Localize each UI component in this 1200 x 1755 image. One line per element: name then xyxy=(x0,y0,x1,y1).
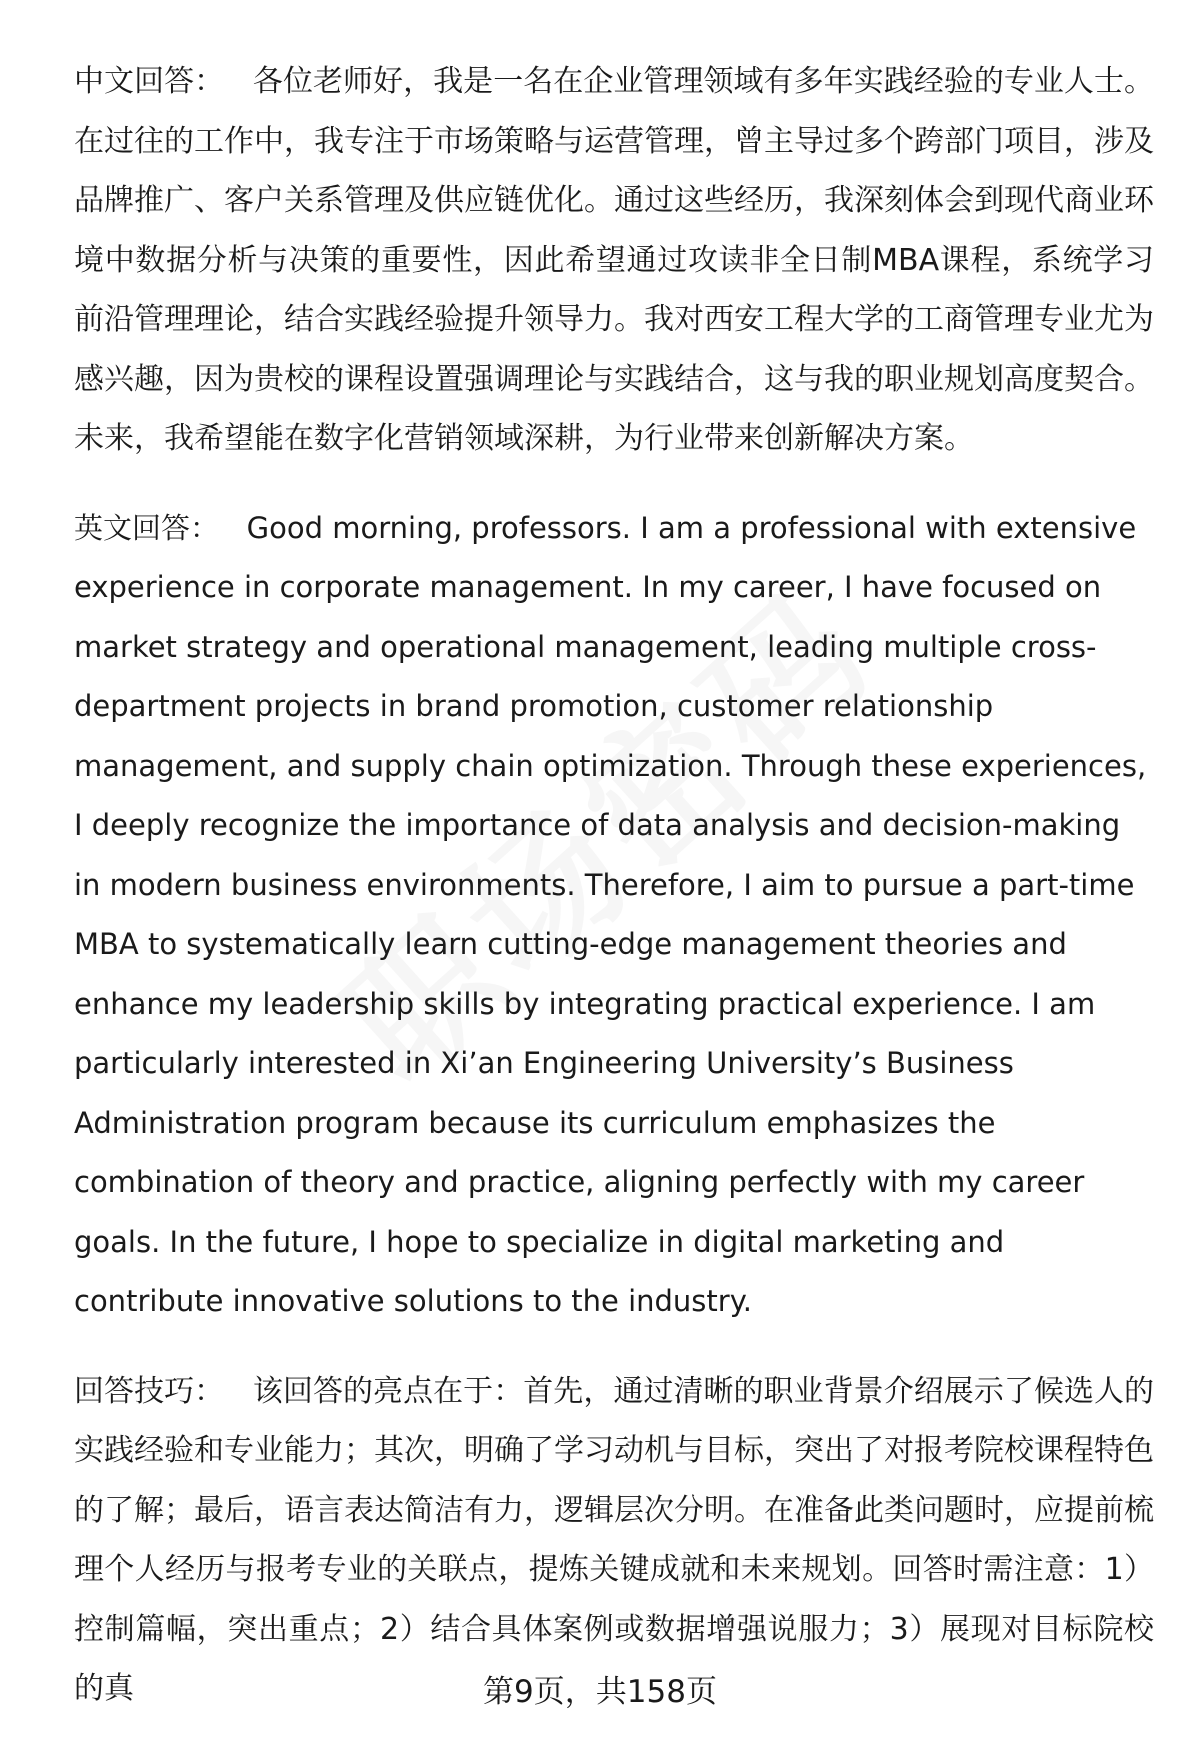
english-answer-label: 英文回答： xyxy=(74,510,238,545)
page-content xyxy=(74,52,1154,1749)
answer-tips-text: 该回答的亮点在于：首先，通过清晰的职业背景介绍展示了候选人的实践经验和专业能力；其次，明确了学习动机与目标，突出了对报考院校课程特色的了解；最后，语言表达简洁有力，逻辑层次分明。在准备此类问题时，应提前梳理个人经历与报考专业的关联点，提炼关键成就和未来规划。回答时需注意：1）控制篇幅，突出重点；2）结合具体案例或数据增强说服力；3）展现对目标院校的真 xyxy=(74,1373,1154,1706)
english-answer-paragraph xyxy=(74,499,1154,1332)
chinese-answer-label: 中文回答： xyxy=(74,64,244,99)
answer-tips-paragraph xyxy=(74,1362,1154,1719)
answer-tips-label: 回答技巧： xyxy=(74,1373,244,1409)
english-answer-text: Good morning, professors. I am a professional with extensive experience in corporate management. In my career, I have focused on market strategy and operational management, leading multiple cross-department projects in brand promotion, customer relationship management, and supply chain optimization. Through these experiences, I deeply recognize the importance of data analysis and decision-making in modern business environments. Therefore, I aim to pursue a part-time MBA to systematically learn cutting-edge management theories and enhance my leadership skills by integrating practical experience. I am particularly interested in Xi’an Engineering University’s Business Administration program because its curriculum emphasizes the combination of theory and practice, aligning perfectly with my career goals. In the future, I hope to specialize in digital marketing and contribute innovative solutions to the industry. xyxy=(74,510,1147,1318)
chinese-answer-text: 各位老师好，我是一名在企业管理领域有多年实践经验的专业人士。在过往的工作中，我专注于市场策略与运营管理，曾主导过多个跨部门项目，涉及品牌推广、客户关系管理及供应链优化。通过这些经历，我深刻体会到现代商业环境中数据分析与决策的重要性，因此希望通过攻读非全日制MBA课程，系统学习前沿管理理论，结合实践经验提升领导力。我对西安工程大学的工商管理专业尤为感兴趣，因为贵校的课程设置强调理论与实践结合，这与我的职业规划高度契合。未来，我希望能在数字化营销领域深耕，为行业带来创新解决方案。 xyxy=(74,64,1154,456)
page-number-footer: 第9页，共158页 xyxy=(483,1674,717,1710)
chinese-answer-paragraph xyxy=(74,52,1154,469)
